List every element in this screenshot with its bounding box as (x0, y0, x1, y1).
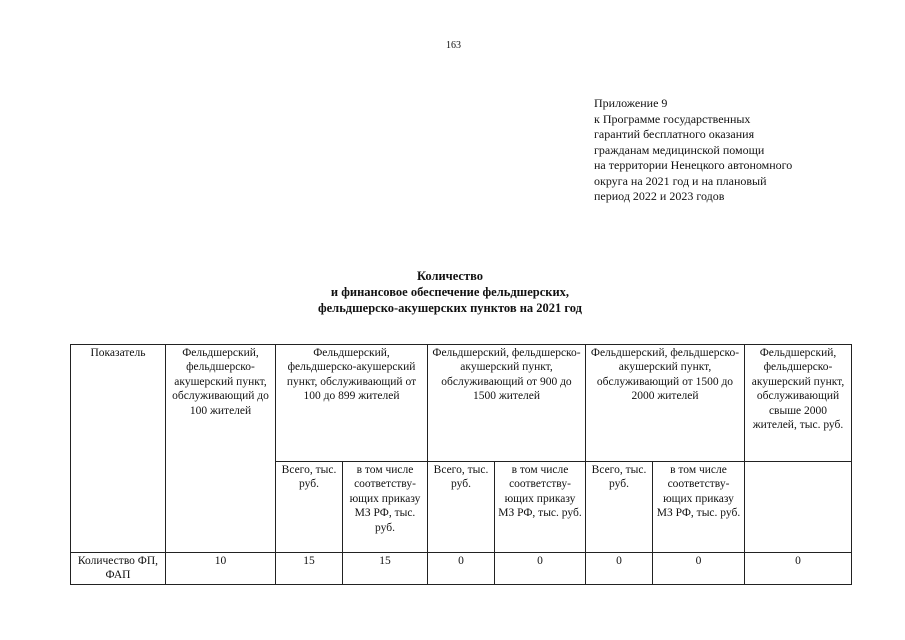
subheader-empty (745, 462, 852, 553)
header-group-900-1500: Фельдшерский, фельдшерско-акушерский пункт, обслуживающий от 900 до 1500 жителей (428, 345, 586, 462)
appendix-line: период 2022 и 2023 годов (594, 189, 725, 203)
title-line: Количество (416, 269, 484, 283)
header-group-100-899: Фельдшерский, фельдшерско-акушерский пункт, обслуживающий от 100 до 899 жителей (276, 345, 428, 462)
page-number: 163 (446, 40, 461, 51)
title-line: фельдшерско-акушерских пунктов на 2021 год (317, 301, 583, 315)
financing-table (70, 344, 852, 585)
value-cell: 0 (653, 553, 745, 585)
appendix-line: на территории Ненецкого автономного (594, 158, 793, 172)
document-title (250, 268, 650, 316)
appendix-line: к Программе государственных (594, 111, 751, 126)
title-line: и финансовое обеспечение фельдшерских, (330, 285, 570, 299)
header-group-1500-2000: Фельдшерский, фельдшерско-акушерский пункт, обслуживающий от 1500 до 2000 жителей (586, 345, 745, 462)
subheader-mz: в том числе соответству-ющих приказу МЗ РФ, тыс. руб. (495, 462, 586, 553)
table-row (71, 553, 852, 585)
appendix-block (594, 96, 894, 205)
row-label: Количество ФП, ФАП (71, 553, 166, 585)
header-group-up-to-100: Фельдшерский, фельдшерско-акушерский пункт, обслуживающий до 100 жителей (166, 345, 276, 553)
value-cell: 10 (166, 553, 276, 585)
appendix-line: гарантий бесплатного оказания (594, 127, 755, 141)
value-cell: 0 (495, 553, 586, 585)
value-cell: 0 (745, 553, 852, 585)
appendix-line: гражданам медицинской помощи (594, 142, 765, 157)
subheader-total: Всего, тыс. руб. (428, 462, 495, 553)
subheader-total: Всего, тыс. руб. (276, 462, 343, 553)
subheader-mz: в том числе соответству-ющих приказу МЗ РФ, тыс. руб. (343, 462, 428, 553)
appendix-line: округа на 2021 год и на плановый (594, 173, 767, 188)
value-cell: 15 (276, 553, 343, 585)
value-cell: 0 (428, 553, 495, 585)
value-cell: 0 (586, 553, 653, 585)
subheader-mz: в том числе соответству-ющих приказу МЗ РФ, тыс. руб. (653, 462, 745, 553)
value-cell: 15 (343, 553, 428, 585)
subheader-total: Всего, тыс. руб. (586, 462, 653, 553)
header-indicator: Показатель (71, 345, 166, 553)
appendix-line: Приложение 9 (594, 96, 668, 110)
header-group-over-2000: Фельдшерский, фельдшерско-акушерский пункт, обслуживающий свыше 2000 жителей, тыс. руб. (745, 345, 852, 462)
